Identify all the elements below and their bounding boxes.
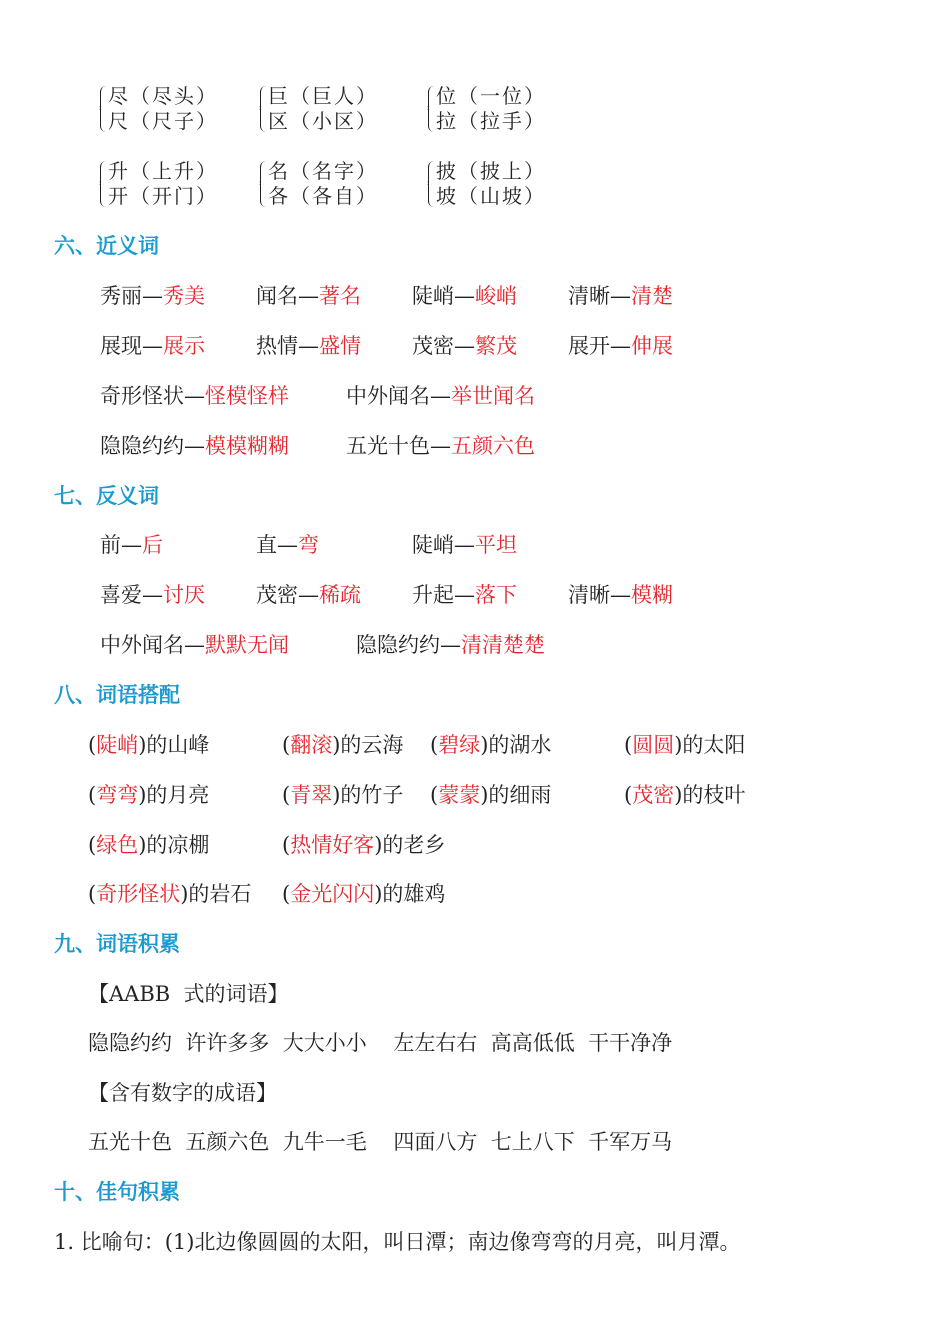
synonym-item: 清晰—清楚: [568, 284, 673, 308]
pair-word-b: 各（各自）: [268, 184, 378, 208]
section-heading-antonyms: 七、反义词: [54, 484, 159, 508]
synonym-item: 陡峭—峻峭: [412, 284, 517, 308]
section-heading-vocabulary: 九、词语积累: [54, 932, 180, 956]
antonym-item: 隐隐约约—清清楚楚: [356, 633, 545, 657]
collocation-item: (蒙蒙)的细雨: [430, 783, 552, 807]
subheading-aabb: 【AABB 式的词语】: [88, 982, 289, 1006]
subheading-number-idioms: 【含有数字的成语】: [88, 1081, 277, 1105]
pair-word-a: 位（一位）: [436, 84, 546, 108]
brace-icon: [428, 161, 435, 207]
pair-word-b: 区（小区）: [268, 109, 378, 133]
collocation-item: (茂密)的枝叶: [624, 783, 746, 807]
sentence-line: 1. 比喻句：(1)北边像圆圆的太阳，叫日潭；南边像弯弯的月亮，叫月潭。: [54, 1230, 741, 1254]
collocation-item: (陡峭)的山峰: [88, 733, 210, 757]
brace-icon: [100, 161, 107, 207]
collocation-item: (弯弯)的月亮: [88, 783, 210, 807]
char-pair: [428, 84, 546, 134]
antonym-item: 直—弯: [256, 533, 319, 557]
antonym-item: 清晰—模糊: [568, 583, 673, 607]
char-pair: [100, 159, 218, 209]
section-heading-synonyms: 六、近义词: [54, 234, 159, 258]
pair-word-b: 开（开门）: [108, 184, 218, 208]
collocation-item: (热情好客)的老乡: [282, 833, 446, 857]
antonym-item: 喜爱—讨厌: [100, 583, 205, 607]
pair-word-a: 尽（尽头）: [108, 84, 218, 108]
antonym-item: 茂密—稀疏: [256, 583, 361, 607]
antonym-item: 中外闻名—默默无闻: [100, 633, 289, 657]
collocation-item: (圆圆)的太阳: [624, 733, 746, 757]
word-list-number-idioms: 五光十色 五颜六色 九牛一毛 四面八方 七上八下 千军万马: [88, 1130, 673, 1154]
collocation-item: (奇形怪状)的岩石: [88, 882, 252, 906]
collocation-item: (碧绿)的湖水: [430, 733, 552, 757]
brace-icon: [260, 86, 267, 132]
antonym-item: 前—后: [100, 533, 163, 557]
collocation-item: (青翠)的竹子: [282, 783, 404, 807]
pair-word-a: 名（名字）: [268, 159, 378, 183]
synonym-item: 展现—展示: [100, 334, 205, 358]
brace-icon: [260, 161, 267, 207]
synonym-item: 五光十色—五颜六色: [346, 434, 535, 458]
brace-icon: [100, 86, 107, 132]
synonym-item: 秀丽—秀美: [100, 284, 205, 308]
pair-word-b: 坡（山坡）: [436, 184, 546, 208]
char-pair: [428, 159, 546, 209]
pair-word-b: 拉（拉手）: [436, 109, 546, 133]
pair-word-a: 巨（巨人）: [268, 84, 378, 108]
char-pair: [260, 84, 378, 134]
pair-word-b: 尺（尺子）: [108, 109, 218, 133]
pair-word-a: 披（披上）: [436, 159, 546, 183]
antonym-item: 陡峭—平坦: [412, 533, 517, 557]
char-pair: [100, 84, 218, 134]
char-pair: [260, 159, 378, 209]
word-list-aabb: 隐隐约约 许许多多 大大小小 左左右右 高高低低 干干净净: [88, 1031, 673, 1055]
pair-word-a: 升（上升）: [108, 159, 218, 183]
synonym-item: 闻名—著名: [256, 284, 361, 308]
collocation-item: (金光闪闪)的雄鸡: [282, 882, 446, 906]
collocation-item: (翻滚)的云海: [282, 733, 404, 757]
antonym-item: 升起—落下: [412, 583, 517, 607]
synonym-item: 中外闻名—举世闻名: [346, 384, 535, 408]
synonym-item: 隐隐约约—模模糊糊: [100, 434, 289, 458]
section-heading-collocations: 八、词语搭配: [54, 683, 180, 707]
synonym-item: 茂密—繁茂: [412, 334, 517, 358]
collocation-item: (绿色)的凉棚: [88, 833, 210, 857]
synonym-item: 展开—伸展: [568, 334, 673, 358]
synonym-item: 奇形怪状—怪模怪样: [100, 384, 289, 408]
section-heading-sentences: 十、佳句积累: [54, 1180, 180, 1204]
synonym-item: 热情—盛情: [256, 334, 361, 358]
brace-icon: [428, 86, 435, 132]
